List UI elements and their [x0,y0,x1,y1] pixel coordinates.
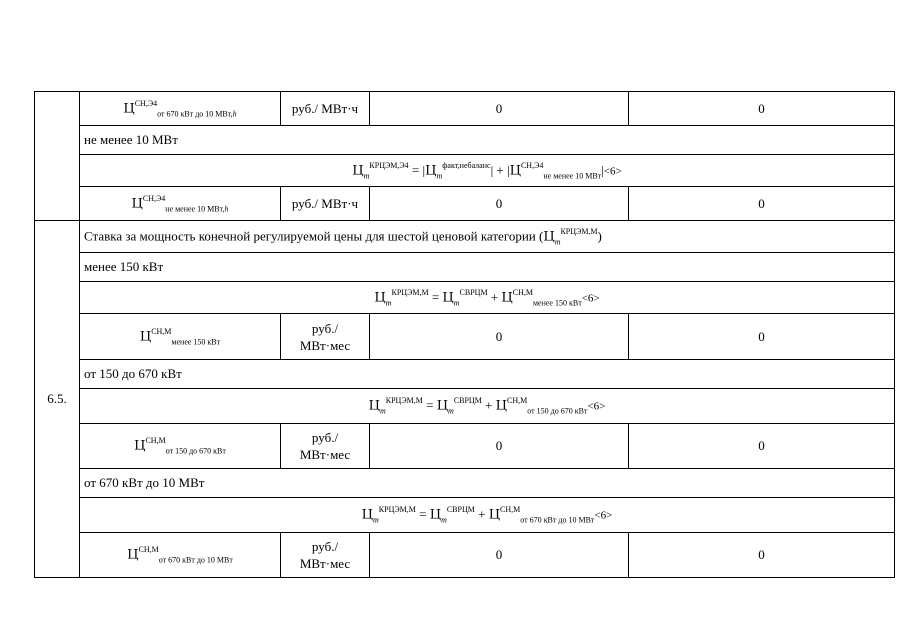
note-ref: <6> [603,165,622,178]
unit-cell: руб./ МВт·мес [281,424,370,469]
formula-row: $Ц_m^{КРЦЭМ,М} = Ц_m^{СВРЦМ} + Ц^{СН,М}_{от 670 кВт до 10 МВт}<6>$ [80,498,895,533]
table-row [35,360,895,389]
rate-symbol-cell: $Ц^{СН,М}_{от 670 кВт до 10 МВт}$ [80,533,281,578]
formula-row: $Ц_m^{КРЦЭМ,М} = Ц_m^{СВРЦМ} + Ц^{СН,М}_{от 150 до 670 кВт}<6>$ [80,389,895,424]
table-row [35,469,895,498]
table-row [35,221,895,253]
value-cell: 0 [629,314,895,360]
table-row [35,253,895,282]
note-ref: <6> [594,509,613,522]
item-title: Ставка за мощность конечной регулируемой цены для шестой ценовой категории $(Ц_m^{КРЦЭМ,М})$ [80,221,895,253]
row-number-cell [35,92,80,221]
row-number-cell: 6.5. [35,221,80,578]
table-row [35,92,895,126]
value-cell: 0 [629,424,895,469]
section-label: от 150 до 670 кВт [80,360,895,389]
table-row [35,314,895,360]
value-cell: 0 [370,187,629,221]
note-ref: <6> [587,400,606,413]
table-row [35,389,895,424]
rate-symbol-cell: $Ц^{СН,М}_{от 150 до 670 кВт}$ [80,424,281,469]
unit-cell: руб./ МВт·мес [281,533,370,578]
value-cell: 0 [629,187,895,221]
table-row [35,533,895,578]
section-label: от 670 кВт до 10 МВт [80,469,895,498]
unit-cell: руб./ МВт·мес [281,314,370,360]
table-row [35,187,895,221]
rate-symbol-cell: $Ц^{СН,Э4}_{от 670 кВт до 10 МВт,h}$ [80,92,281,126]
value-cell: 0 [370,533,629,578]
value-cell: 0 [629,533,895,578]
unit-cell: руб./ МВт·ч [281,187,370,221]
section-label: менее 150 кВт [80,253,895,282]
rate-symbol-cell: $Ц^{СН,М}_{менее 150 кВт}$ [80,314,281,360]
table-row [35,155,895,187]
value-cell: 0 [629,92,895,126]
unit-cell: руб./ МВт·ч [281,92,370,126]
formula-row: $Ц_m^{КРЦЭМ,М} = Ц_m^{СВРЦМ} + Ц^{СН,М}_{менее 150 кВт}<6>$ [80,282,895,314]
table-row [35,498,895,533]
value-cell: 0 [370,424,629,469]
table-row [35,126,895,155]
value-cell: 0 [370,92,629,126]
table-row [35,282,895,314]
value-cell: 0 [370,314,629,360]
tariff-table [34,91,895,578]
table-row [35,424,895,469]
note-ref: <6> [581,292,600,305]
formula-row: $Ц_m^{КРЦЭМ,Э4} = |Ц_m^{факт,небаланс}| + |Ц^{СН,Э4}_{не менее 10 МВт}|<6>$ [80,155,895,187]
rate-symbol-cell: $Ц^{СН,Э4}_{не менее 10 МВт,h}$ [80,187,281,221]
section-label: не менее 10 МВт [80,126,895,155]
